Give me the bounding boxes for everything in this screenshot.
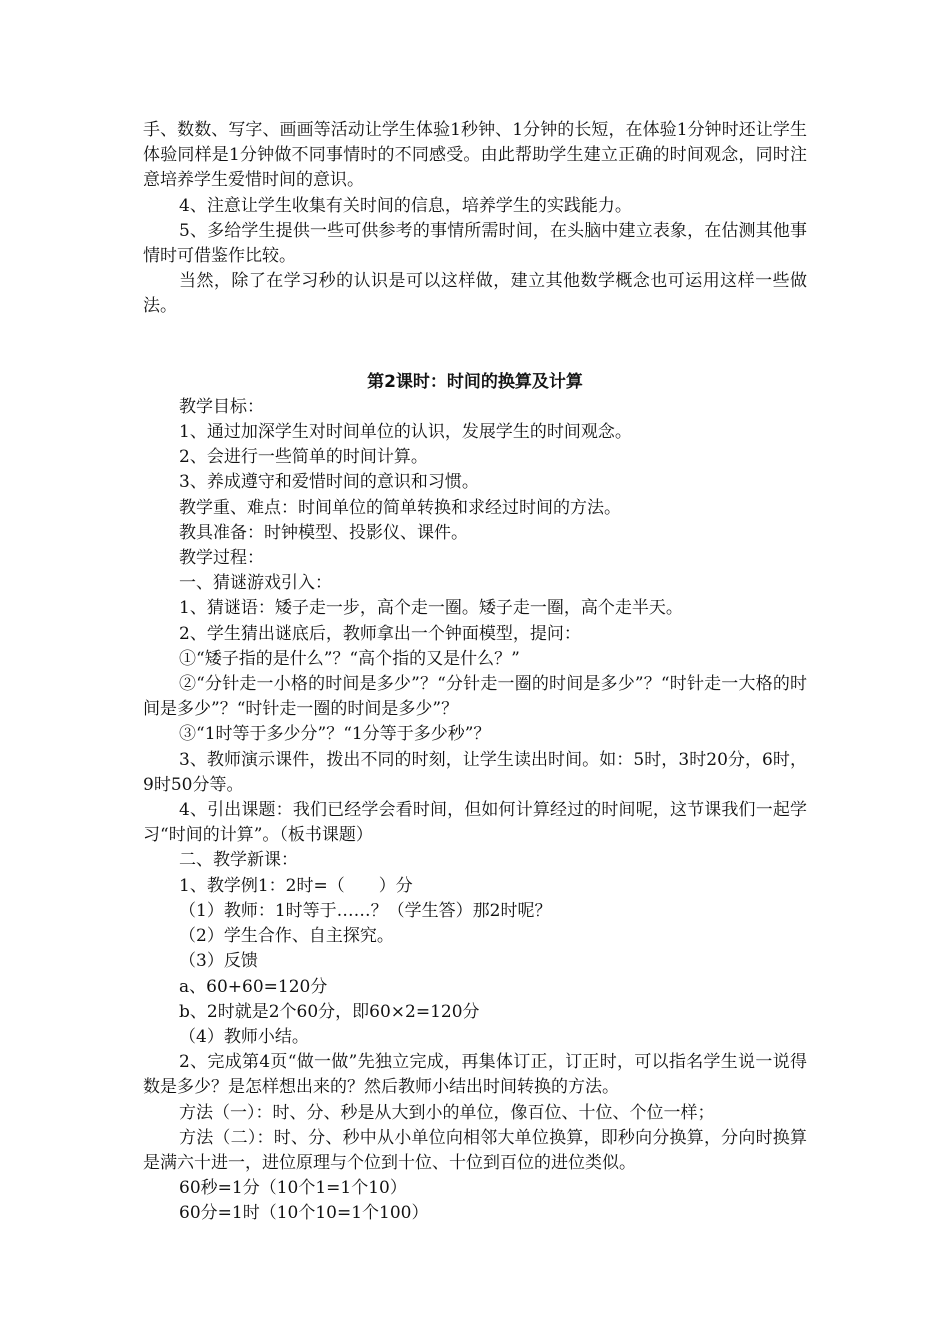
section-gap <box>143 320 807 370</box>
lesson-title: 第2课时：时间的换算及计算 <box>367 371 583 392</box>
example-1: 1、教学例1：2时=（ ）分 <box>179 875 413 896</box>
conversion-minutes: 60分=1时（10个10=1个100） <box>179 1203 429 1224</box>
riddle-line: 1、猜谜语：矮子走一步，高个走一圈。矮子走一圈，高个走半天。 <box>179 598 683 619</box>
question-3: ③“1时等于多少分”？“1分等于多少秒”？ <box>179 724 491 745</box>
topic-intro: 4、引出课题：我们已经学会看时间，但如何计算经过的时间呢，这节课我们一起学习“时间的计算”。（板书课题） <box>143 800 807 846</box>
courseware-demo: 3、教师演示课件，拨出不同的时刻，让学生读出时间。如：5时，3时20分，6时，9时50分等。 <box>143 749 807 795</box>
exercise-instruction: 2、完成第4页“做一做”先独立完成，再集体订正，订正时，可以指名学生说一说得数是多少？是怎样想出来的？然后教师小结出时间转换的方法。 <box>143 1052 807 1098</box>
method-one: 方法（一）：时、分、秒是从大到小的单位，像百位、十位、个位一样； <box>179 1102 715 1123</box>
goal-2: 2、会进行一些简单的时间计算。 <box>179 447 428 468</box>
step-1: （1）教师：1时等于……？（学生答）那2时呢？ <box>179 900 552 921</box>
goal-1: 1、通过加深学生对时间单位的认识，发展学生的时间观念。 <box>179 422 632 443</box>
paragraph-item-5: 5、多给学生提供一些可供参考的事情所需时间，在头脑中建立表象，在估测其他事情时可借鉴作比较。 <box>143 220 807 267</box>
section-two-heading: 二、教学新课： <box>179 850 298 871</box>
key-points: 教学重、难点：时间单位的简单转换和求经过时间的方法。 <box>179 497 621 518</box>
document-page <box>143 118 807 1227</box>
step-2: （2）学生合作、自主探究。 <box>179 926 394 947</box>
paragraph-conclusion: 当然，除了在学习秒的认识是可以这样做，建立其他数学概念也可运用这样一些做法。 <box>143 271 807 317</box>
paragraph-item-4: 4、注意让学生收集有关时间的信息，培养学生的实践能力。 <box>179 195 632 216</box>
goal-3: 3、养成遵守和爱惜时间的意识和习惯。 <box>179 472 479 493</box>
step-4: （4）教师小结。 <box>179 1026 309 1047</box>
paragraph-continued: 手、数数、写字、画画等活动让学生体验1秒钟、1分钟的长短，在体验1分钟时还让学生体验同样是1分钟做不同事情时的不同感受。由此帮助学生建立正确的时间观念，同时注意培养学生爱惜时间的意识。 <box>143 120 807 191</box>
question-1: ①“矮子指的是什么”？“高个指的又是什么？” <box>179 648 520 669</box>
method-two: 方法（二）：时、分、秒中从小单位向相邻大单位换算，即秒向分换算，分向时换算是满六十进一，进位原理与个位到十位、十位到百位的进位类似。 <box>143 1127 807 1173</box>
question-2: ②“分针走一小格的时间是多少”？“分针走一圈的时间是多少”？“时针走一大格的时间是多少”？“时针走一圈的时间是多少”？ <box>143 674 807 720</box>
teaching-goals-heading: 教学目标： <box>179 396 264 417</box>
riddle-followup: 2、学生猜出谜底后，教师拿出一个钟面模型，提问： <box>179 623 581 644</box>
feedback-b: b、2时就是2个60分，即60×2=120分 <box>179 1001 480 1022</box>
step-3: （3）反馈 <box>179 951 258 972</box>
feedback-a: a、60+60=120分 <box>179 976 328 997</box>
section-one-heading: 一、猜谜游戏引入： <box>179 573 332 594</box>
process-heading: 教学过程： <box>179 548 264 569</box>
conversion-seconds: 60秒=1分（10个1=1个10） <box>179 1178 407 1199</box>
teaching-aids: 教具准备：时钟模型、投影仪、课件。 <box>179 522 468 543</box>
